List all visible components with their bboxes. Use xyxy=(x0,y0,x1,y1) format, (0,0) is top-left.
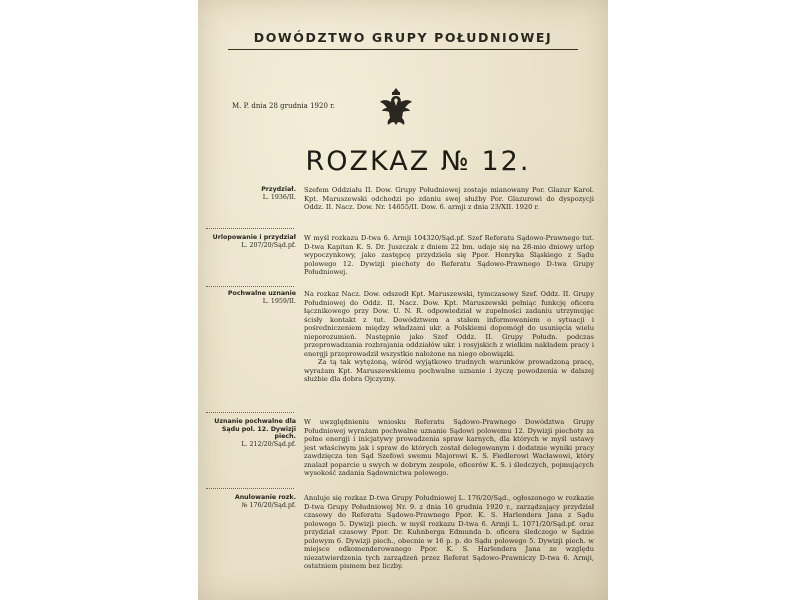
section-divider xyxy=(206,488,294,489)
section-label-ref: L. 207/20/Sąd.pf. xyxy=(241,241,296,249)
section-label-ref: L. 1959/II. xyxy=(262,297,296,305)
section-divider xyxy=(206,412,294,413)
section-label-ref: L. 212/20/Sąd.pf. xyxy=(241,440,296,448)
section-label-ref: № 176/20/Sąd.pf. xyxy=(241,501,296,509)
section-body: W myśl rozkazu D-twa 6. Armji 104320/Sąd.pf. Szef Referatu Sądowo-Prawnego tut. D-twa Kapitan K. S. Dr. Juszczak z dniem 22 bm. udaje się na 28-mio dniowy urlop wypoczynkowy, jako zastępcę przydziela się Ppor. Henryka Śląskiego z Sądu polowego 12. Dywizji piechoty do Referatu Sądowo-Prawnego D-twa Grupy Południowej. xyxy=(304,234,594,276)
section-label-ref: L. 1936/II. xyxy=(262,193,296,201)
document-sheet xyxy=(198,0,608,600)
document-header xyxy=(228,30,578,50)
section-label xyxy=(200,186,296,201)
section-body xyxy=(304,290,594,384)
place-date-line: M. P. dnia 28 grudnia 1920 r. xyxy=(232,102,335,110)
unit-heading: DOWÓDZTWO GRUPY POŁUDNIOWEJ xyxy=(253,30,553,45)
section-paragraph: Za tą tak wytężoną, wśród wyjątkowo trudnych warunków prowadzoną pracę, wyrażam Kpt. Maruszewskiemu pochwalne uznanie i życzę powodzenia w dalszej służbie dla dobra Ojczyzny. xyxy=(304,358,594,383)
order-title: ROZKAZ № 12. xyxy=(305,146,531,177)
section-body: Szefem Oddziału II. Dow. Grupy Południowej zostaje mianowany Por. Glazur Karol. Kpt. Maruszewski odchodzi po zdaniu swej służby Por. Glazurowi do dyspozycji Oddz. II. Nacz. Dow. Nr. 14655/II. Dow. 6. armji z dnia 23/XII. 1920 r. xyxy=(304,186,594,211)
section-label-title: Uznanie pochwalne dla Sądu pol. 12. Dywizji piech. xyxy=(214,418,296,441)
section-label xyxy=(200,418,296,448)
section-label-title: Anulowanie rozk. xyxy=(234,494,296,501)
section-label-title: Urlopowanie i przydział xyxy=(212,234,296,241)
section-label-title: Przydział. xyxy=(261,186,296,193)
section-divider xyxy=(206,286,294,287)
section-body: W uwzględnieniu wniosku Referatu Sądowo-Prawnego Dowództwa Grupy Południowej wyrażam pochwalne uznanie Sądowi polowemu 12. Dywizji piechoty za pełne energji i inicjatywy prowadzenia spraw karnych, dla których w myśl ustawy jest właściwym jak i spraw do których został delegowanym i dodatnie wyniki pracy zawdzięcza ten Sąd Szefowi swemu Majorowi K. S. Fiedlerowi Wacławowi, który znalazł poparcie u swych w dobrym zespole, oficerów K. S. i śledczych, pojmujących wysokość zadania Sądownictwa polowego. xyxy=(304,418,594,477)
section-label-title: Pochwalne uznanie xyxy=(227,290,296,297)
section-label xyxy=(200,290,296,305)
polish-eagle-emblem-icon xyxy=(378,86,414,130)
section-body: Anuluje się rozkaz D-twa Grupy Południowej L. 176/20/Sąd., ogłoszonego w rozkazie D-twa Grupy Południowej Nr. 9. z dnia 16 grudnia 1920 r., zarządzający przydział czasowy do Referatu Sądowo-Prawnego Ppor. K. S. Harlendera Jana z Sądu polowego 5. Dywizji piech. w myśl rozkazu D-twa 6. Armji L. 1071/20/Sąd.pf. oraz przydział czasowy Ppor. Dr. Kuhnberga Edmunda b. oficera śledczego w Sądzie polowym 6. Dywizji piech., obecnie w 16 p. p. do Sądu polowego 5. Dywizji piech. w miejsce odkomenderowanego Ppor. K. S. Harlendera Jana ze względu niezatwierdzenia tych zarządzeń przez Referat Sądowo-Prawniczy D-twa 6. Armji, ostatniem pismem bez liczby. xyxy=(304,494,594,570)
section-paragraph: Na rozkaz Nacz. Dow. odszedł Kpt. Maruszewski, tymczasowy Szef. Oddz. II. Grupy Południowej do Oddz. II. Nacz. Dow. Kpt. Maruszewski pełniąc funkcję oficera łącznikowego przy Dow. U. N. R. odpowiedział w zupełności zadaniu utrzymując ścisły kontakt z tut. Dowództwem a stałem informowaniem o sytuacji i pośredniczeniem między władzami ukr. a Polskiemi dopomógł do usunięcia wielu nieporozumień. Następnie jako Szef Oddz. II. Grupy Połudn. podczas przeprowadzania rozbrajania oddziałów ukr. i rosyjskich z wielkim nakładem pracy i energji przeprowadził wszystkie nałożone na niego obowiązki. xyxy=(304,290,594,358)
section-label xyxy=(200,494,296,509)
section-label xyxy=(200,234,296,249)
section-divider xyxy=(206,228,294,229)
